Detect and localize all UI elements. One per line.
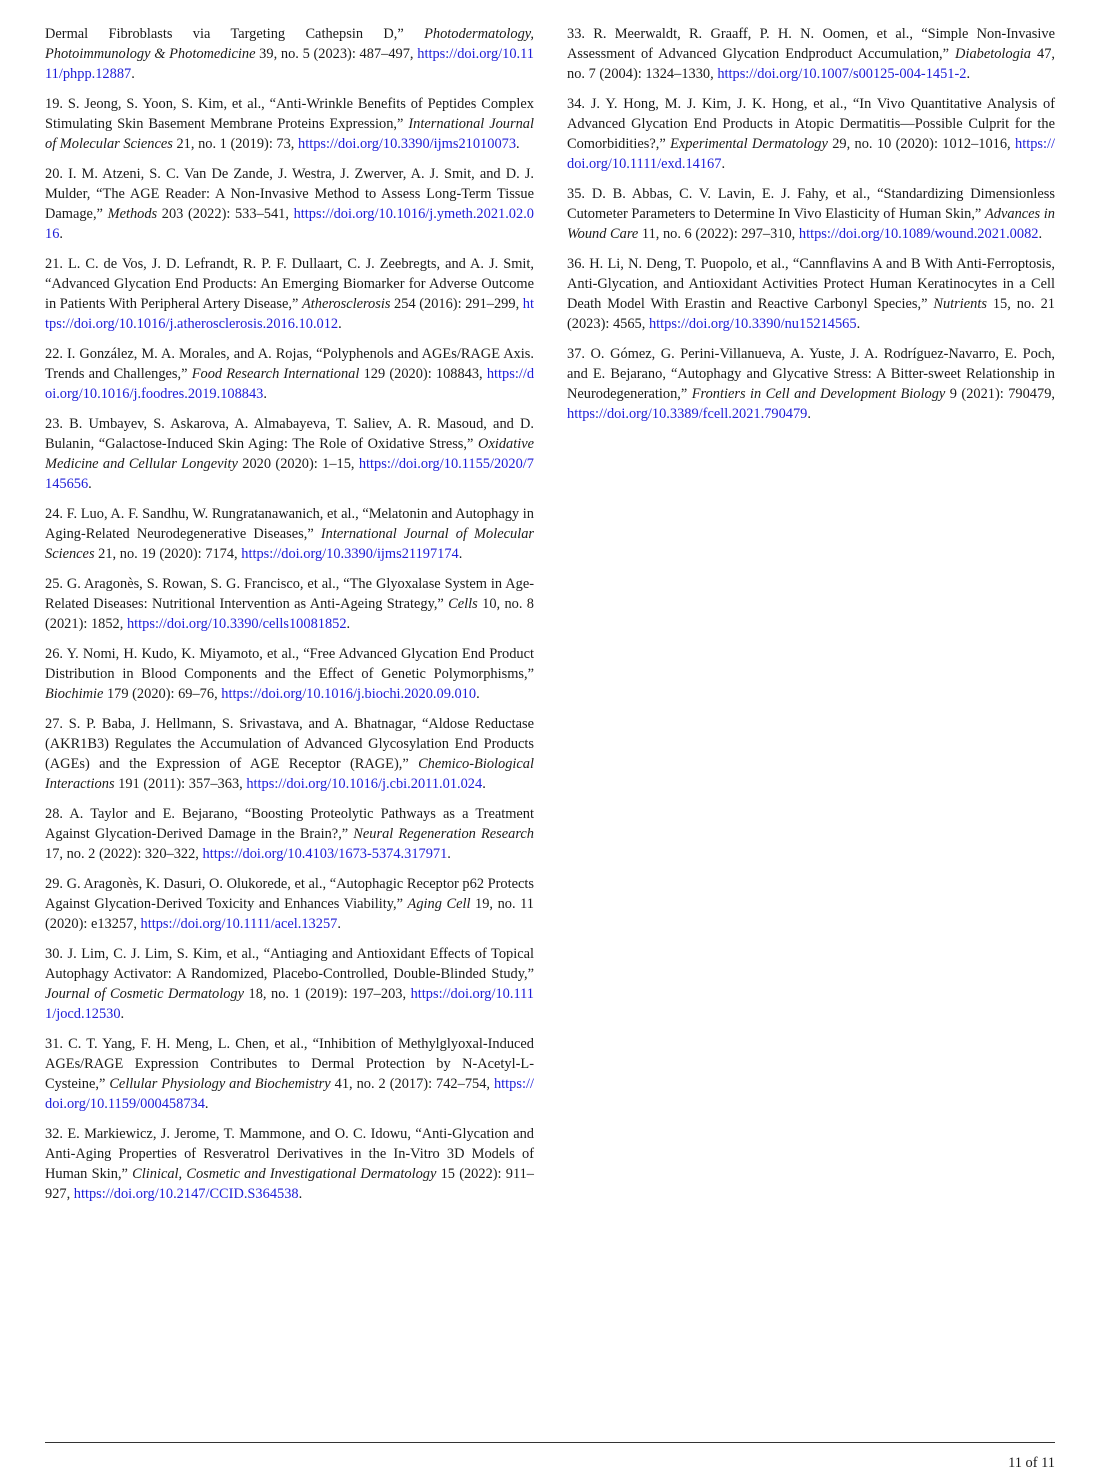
doi-link[interactable]: https://doi.org/10.3390/ijms21010073 xyxy=(298,136,517,152)
reference-text: 19. S. Jeong, S. Yoon, S. Kim, et al., “Anti-Wrinkle Benefits of Peptides Complex Stimulating Skin Basement Membrane Proteins Expression,” xyxy=(45,96,534,132)
reference-entry: 19. S. Jeong, S. Yoon, S. Kim, et al., “Anti-Wrinkle Benefits of Peptides Complex Stimulating Skin Basement Membrane Proteins Expression,” International Journal of Molecular Sciences 21, no. 1 (2019): 73, https://doi.org/10.3390/ijms21010073. xyxy=(45,96,534,152)
page-number: 11 of 11 xyxy=(1008,1455,1055,1471)
journal-title: Aging Cell xyxy=(407,896,471,912)
citation-details: 11, no. 6 (2022): 297–310, xyxy=(641,226,796,242)
doi-link[interactable]: https://doi.org/10.1016/j.atherosclerosis.2016.10.012 xyxy=(45,296,534,332)
doi-link[interactable]: https://doi.org/10.3389/fcell.2021.790479 xyxy=(567,406,808,422)
reference-text: Dermal Fibroblasts via Targeting Cathepsin D,” xyxy=(45,26,404,42)
reference-entry: 20. I. M. Atzeni, S. C. Van De Zande, J. Westra, J. Zwerver, A. J. Smit, and D. J. Mulder, “The AGE Reader: A Non-Invasive Method to Assess Long-Term Tissue Damage,” Methods 203 (2022): 533–541, https://doi.org/10.1016/j.ymeth.2021.02.016. xyxy=(45,166,534,242)
journal-title: Atherosclerosis xyxy=(301,296,391,312)
citation-details: 21, no. 19 (2020): 7174, xyxy=(98,546,238,562)
reference-entry: 21. L. C. de Vos, J. D. Lefrandt, R. P. F. Dullaart, C. J. Zeebregts, and A. J. Smit, “Advanced Glycation End Products: An Emerging Biomarker for Adverse Outcome in Patients With Peripheral Artery Disease,” Atherosclerosis 254 (2016): 291–299, https://doi.org/10.1016/j.atherosclerosis.2016.10.012. xyxy=(45,256,534,332)
journal-title: Neural Regeneration Research xyxy=(353,826,534,842)
reference-entry: 29. G. Aragonès, K. Dasuri, O. Olukorede, et al., “Autophagic Receptor p62 Protects Against Glycation-Derived Toxicity and Enhances Viability,” Aging Cell 19, no. 11 (2020): e13257, https://doi.org/10.1111/acel.13257. xyxy=(45,876,534,932)
journal-title: International Journal of Molecular Sciences xyxy=(45,526,534,562)
reference-entry: 34. J. Y. Hong, M. J. Kim, J. K. Hong, et al., “In Vivo Quantitative Analysis of Advanced Glycation End Products in Atopic Dermatitis—Possible Culprit for the Comorbidities?,” Experimental Dermatology 29, no. 10 (2020): 1012–1016, https://doi.org/10.1111/exd.14167. xyxy=(567,96,1055,172)
citation-details: 203 (2022): 533–541, xyxy=(161,206,289,222)
reference-text: 24. F. Luo, A. F. Sandhu, W. Rungratanawanich, et al., “Melatonin and Autophagy in Aging-Related Neurodegenerative Diseases,” xyxy=(45,506,534,542)
citation-details: 191 (2011): 357–363, xyxy=(118,776,243,792)
reference-entry: 27. S. P. Baba, J. Hellmann, S. Srivastava, and A. Bhatnagar, “Aldose Reductase (AKR1B3) Regulates the Accumulation of Advanced Glycosylation End Products (AGEs) and the Expression of AGE Receptor (RAGE),” Chemico-Biological Interactions 191 (2011): 357–363, https://doi.org/10.1016/j.cbi.2011.01.024. xyxy=(45,716,534,792)
footer-divider xyxy=(45,1442,1055,1443)
doi-link[interactable]: https://doi.org/10.1111/acel.13257 xyxy=(140,916,338,932)
doi-link[interactable]: https://doi.org/10.3390/nu15214565 xyxy=(648,316,857,332)
doi-link[interactable]: https://doi.org/10.1111/exd.14167 xyxy=(567,136,1055,172)
reference-entry: 22. I. González, M. A. Morales, and A. Rojas, “Polyphenols and AGEs/RAGE Axis. Trends and Challenges,” Food Research International 129 (2020): 108843, https://doi.org/10.1016/j.foodres.2019.108843. xyxy=(45,346,535,402)
reference-text: 37. O. Gómez, G. Perini-Villanueva, A. Yuste, J. A. Rodríguez-Navarro, E. Poch, and E. Bejarano, “Autophagy and Glycative Stress: A Bitter-sweet Relationship in Neurodegeneration,” xyxy=(567,346,1055,402)
citation-details: 17, no. 2 (2022): 320–322, xyxy=(45,846,199,862)
doi-link[interactable]: https://doi.org/10.2147/CCID.S364538 xyxy=(73,1186,299,1202)
citation-details: 21, no. 1 (2019): 73, xyxy=(176,136,295,152)
reference-text: 27. S. P. Baba, J. Hellmann, S. Srivastava, and A. Bhatnagar, “Aldose Reductase (AKR1B3) Regulates the Accumulation of Advanced Glycosylation End Products (AGEs) and the Expression of AGE Receptor (RAGE),” xyxy=(45,716,534,772)
reference-text: 29. G. Aragonès, K. Dasuri, O. Olukorede, et al., “Autophagic Receptor p62 Protects Against Glycation-Derived Toxicity and Enhances Viability,” xyxy=(45,876,534,912)
citation-details: 18, no. 1 (2019): 197–203, xyxy=(248,986,407,1002)
citation-details: 10, no. 8 (2021): 1852, xyxy=(45,596,534,632)
reference-text: 22. I. González, M. A. Morales, and A. Rojas, “Polyphenols and AGEs/RAGE Axis. Trends and Challenges,” xyxy=(45,346,534,382)
reference-entry: 31. C. T. Yang, F. H. Meng, L. Chen, et al., “Inhibition of Methylglyoxal-Induced AGEs/RAGE Expression Contributes to Dermal Protection by N-Acetyl-L-Cysteine,” Cellular Physiology and Biochemistry 41, no. 2 (2017): 742–754, https://doi.org/10.1159/000458734. xyxy=(45,1036,534,1112)
citation-details: 15 (2022): 911–927, xyxy=(45,1166,535,1202)
citation-details: 29, no. 10 (2020): 1012–1016, xyxy=(832,136,1011,152)
citation-details: 254 (2016): 291–299, xyxy=(394,296,520,312)
journal-title: Photodermatology, Photoimmunology & Photomedicine xyxy=(45,26,534,62)
doi-link[interactable]: https://doi.org/10.1007/s00125-004-1451-2 xyxy=(717,66,967,82)
journal-title: Experimental Dermatology xyxy=(670,136,828,152)
citation-details: 41, no. 2 (2017): 742–754, xyxy=(334,1076,491,1092)
reference-entry: 23. B. Umbayev, S. Askarova, A. Almabayeva, T. Saliev, A. R. Masoud, and D. Bulanin, “Galactose-Induced Skin Aging: The Role of Oxidative Stress,” Oxidative Medicine and Cellular Longevity 2020 (2020): 1–15, https://doi.org/10.1155/2020/7145656. xyxy=(45,416,534,492)
journal-title: Biochimie xyxy=(45,686,104,702)
reference-entry: 36. H. Li, N. Deng, T. Puopolo, et al., “Cannflavins A and B With Anti-Ferroptosis, Anti-Glycation, and Antioxidant Activities Protect Human Keratinocytes in a Cell Death Model With Erastin and Reactive Carbonyl Species,” Nutrients 15, no. 21 (2023): 4565, https://doi.org/10.3390/nu15214565. xyxy=(567,256,1055,332)
citation-details: 9 (2021): 790479, xyxy=(949,386,1055,402)
doi-link[interactable]: https://doi.org/10.1111/jocd.12530 xyxy=(45,986,534,1022)
reference-text: 32. E. Markiewicz, J. Jerome, T. Mammone, and O. C. Idowu, “Anti-Glycation and Anti-Aging Properties of Resveratrol Derivatives in the In-Vitro 3D Models of Human Skin,” xyxy=(45,1126,534,1182)
reference-entry: 33. R. Meerwaldt, R. Graaff, P. H. N. Oomen, et al., “Simple Non-Invasive Assessment of Advanced Glycation Endproduct Accumulation,” Diabetologia 47, no. 7 (2004): 1324–1330, https://doi.org/10.1007/s00125-004-1451-2. xyxy=(567,26,1055,82)
journal-title: Chemico-Biological Interactions xyxy=(45,756,534,792)
reference-text: 34. J. Y. Hong, M. J. Kim, J. K. Hong, et al., “In Vivo Quantitative Analysis of Advanced Glycation End Products in Atopic Dermatitis—Possible Culprit for the Comorbidities?,” xyxy=(567,96,1055,152)
reference-entry: 35. D. B. Abbas, C. V. Lavin, E. J. Fahy, et al., “Standardizing Dimensionless Cutometer Parameters to Determine In Vivo Elasticity of Human Skin,” Advances in Wound Care 11, no. 6 (2022): 297–310, https://doi.org/10.1089/wound.2021.0082. xyxy=(567,186,1055,242)
reference-text: 25. G. Aragonès, S. Rowan, S. G. Francisco, et al., “The Glyoxalase System in Age-Related Diseases: Nutritional Intervention as Anti-Ageing Strategy,” xyxy=(45,576,534,612)
reference-entry: 24. F. Luo, A. F. Sandhu, W. Rungratanawanich, et al., “Melatonin and Autophagy in Aging-Related Neurodegenerative Diseases,” International Journal of Molecular Sciences 21, no. 19 (2020): 7174, https://doi.org/10.3390/ijms21197174. xyxy=(45,506,534,562)
doi-link[interactable]: https://doi.org/10.1016/j.ymeth.2021.02.016 xyxy=(45,206,534,242)
reference-text: 28. A. Taylor and E. Bejarano, “Boosting Proteolytic Pathways as a Treatment Against Glycation-Derived Damage in the Brain?,” xyxy=(45,806,534,842)
doi-link[interactable]: https://doi.org/10.3390/ijms21197174 xyxy=(241,546,459,562)
citation-details: 2020 (2020): 1–15, xyxy=(242,456,355,472)
journal-title: Cells xyxy=(448,596,478,612)
citation-details: 15, no. 21 (2023): 4565, xyxy=(567,296,1055,332)
citation-details: 179 (2020): 69–76, xyxy=(106,686,218,702)
reference-text: 35. D. B. Abbas, C. V. Lavin, E. J. Fahy, et al., “Standardizing Dimensionless Cutometer Parameters to Determine In Vivo Elasticity of Human Skin,” xyxy=(567,186,1055,222)
journal-title: Nutrients xyxy=(933,296,987,312)
doi-link[interactable]: https://doi.org/10.1016/j.biochi.2020.09.010 xyxy=(221,686,477,702)
reference-text: 33. R. Meerwaldt, R. Graaff, P. H. N. Oomen, et al., “Simple Non-Invasive Assessment of Advanced Glycation Endproduct Accumulation,” xyxy=(567,26,1055,62)
reference-text: 31. C. T. Yang, F. H. Meng, L. Chen, et al., “Inhibition of Methylglyoxal-Induced AGEs/RAGE Expression Contributes to Dermal Protection by N-Acetyl-L-Cysteine,” xyxy=(45,1036,534,1092)
reference-text: 21. L. C. de Vos, J. D. Lefrandt, R. P. F. Dullaart, C. J. Zeebregts, and A. J. Smit, “Advanced Glycation End Products: An Emerging Biomarker for Adverse Outcome in Patients With Peripheral Artery Disease,” xyxy=(45,256,534,312)
journal-title: International Journal of Molecular Sciences xyxy=(45,116,534,152)
reference-entry: 28. A. Taylor and E. Bejarano, “Boosting Proteolytic Pathways as a Treatment Against Glycation-Derived Damage in the Brain?,” Neural Regeneration Research 17, no. 2 (2022): 320–322, https://doi.org/10.4103/1673-5374.317971. xyxy=(45,806,534,862)
journal-title: Diabetologia xyxy=(955,46,1031,62)
citation-details: 129 (2020): 108843, xyxy=(363,366,483,382)
reference-entry: Dermal Fibroblasts via Targeting Cathepsin D,” Photodermatology, Photoimmunology & Photomedicine 39, no. 5 (2023): 487–497, https://doi.org/10.1111/phpp.12887. xyxy=(45,26,534,82)
journal-title: Oxidative Medicine and Cellular Longevity xyxy=(45,436,534,472)
reference-text: 20. I. M. Atzeni, S. C. Van De Zande, J. Westra, J. Zwerver, A. J. Smit, and D. J. Mulder, “The AGE Reader: A Non-Invasive Method to Assess Long-Term Tissue Damage,” xyxy=(45,166,534,222)
reference-entry: 37. O. Gómez, G. Perini-Villanueva, A. Yuste, J. A. Rodríguez-Navarro, E. Poch, and E. Bejarano, “Autophagy and Glycative Stress: A Bitter-sweet Relationship in Neurodegeneration,” Frontiers in Cell and Development Biology 9 (2021): 790479, https://doi.org/10.3389/fcell.2021.790479. xyxy=(567,346,1055,422)
doi-link[interactable]: https://doi.org/10.1159/000458734 xyxy=(45,1076,534,1112)
doi-link[interactable]: https://doi.org/10.1155/2020/7145656 xyxy=(45,456,534,492)
doi-link[interactable]: https://doi.org/10.1111/phpp.12887 xyxy=(45,46,534,82)
reference-entry: 25. G. Aragonès, S. Rowan, S. G. Francisco, et al., “The Glyoxalase System in Age-Related Diseases: Nutritional Intervention as Anti-Ageing Strategy,” Cells 10, no. 8 (2021): 1852, https://doi.org/10.3390/cells10081852. xyxy=(45,576,534,632)
reference-text: 36. H. Li, N. Deng, T. Puopolo, et al., “Cannflavins A and B With Anti-Ferroptosis, Anti-Glycation, and Antioxidant Activities Protect Human Keratinocytes in a Cell Death Model With Erastin and Reactive Carbonyl Species,” xyxy=(567,256,1055,312)
doi-link[interactable]: https://doi.org/10.1089/wound.2021.0082 xyxy=(798,226,1039,242)
reference-text: 30. J. Lim, C. J. Lim, S. Kim, et al., “Antiaging and Antioxidant Effects of Topical Autophagy Activator: A Randomized, Placebo-Controlled, Double-Blinded Study,” xyxy=(45,946,534,982)
journal-title: Advances in Wound Care xyxy=(567,206,1055,242)
doi-link[interactable]: https://doi.org/10.1016/j.foodres.2019.108843 xyxy=(45,366,535,402)
journal-title: Methods xyxy=(107,206,158,222)
references-column-right xyxy=(567,24,1055,434)
reference-entry: 30. J. Lim, C. J. Lim, S. Kim, et al., “Antiaging and Antioxidant Effects of Topical Autophagy Activator: A Randomized, Placebo-Controlled, Double-Blinded Study,” Journal of Cosmetic Dermatology 18, no. 1 (2019): 197–203, https://doi.org/10.1111/jocd.12530. xyxy=(45,946,534,1022)
citation-details: 19, no. 11 (2020): e13257, xyxy=(45,896,534,932)
journal-title: Frontiers in Cell and Development Biology xyxy=(691,386,946,402)
reference-entry: 32. E. Markiewicz, J. Jerome, T. Mammone, and O. C. Idowu, “Anti-Glycation and Anti-Aging Properties of Resveratrol Derivatives in the In-Vitro 3D Models of Human Skin,” Clinical, Cosmetic and Investigational Dermatology 15 (2022): 911–927, https://doi.org/10.2147/CCID.S364538. xyxy=(45,1126,535,1202)
citation-details: 39, no. 5 (2023): 487–497, xyxy=(259,46,414,62)
doi-link[interactable]: https://doi.org/10.1016/j.cbi.2011.01.024 xyxy=(246,776,483,792)
reference-text: 26. Y. Nomi, H. Kudo, K. Miyamoto, et al., “Free Advanced Glycation End Product Distribution in Blood Components and the Effect of Genetic Polymorphisms,” xyxy=(45,646,534,682)
reference-entry: 26. Y. Nomi, H. Kudo, K. Miyamoto, et al., “Free Advanced Glycation End Product Distribution in Blood Components and the Effect of Genetic Polymorphisms,” Biochimie 179 (2020): 69–76, https://doi.org/10.1016/j.biochi.2020.09.010. xyxy=(45,646,534,702)
reference-text: 23. B. Umbayev, S. Askarova, A. Almabayeva, T. Saliev, A. R. Masoud, and D. Bulanin, “Galactose-Induced Skin Aging: The Role of Oxidative Stress,” xyxy=(45,416,534,452)
doi-link[interactable]: https://doi.org/10.3390/cells10081852 xyxy=(126,616,347,632)
journal-title: Cellular Physiology and Biochemistry xyxy=(109,1076,331,1092)
doi-link[interactable]: https://doi.org/10.4103/1673-5374.317971 xyxy=(202,846,448,862)
journal-title: Journal of Cosmetic Dermatology xyxy=(45,986,244,1002)
citation-details: 47, no. 7 (2004): 1324–1330, xyxy=(567,46,1055,82)
journal-title: Clinical, Cosmetic and Investigational Dermatology xyxy=(132,1166,437,1182)
references-column-left xyxy=(45,24,534,1214)
journal-title: Food Research International xyxy=(191,366,360,382)
